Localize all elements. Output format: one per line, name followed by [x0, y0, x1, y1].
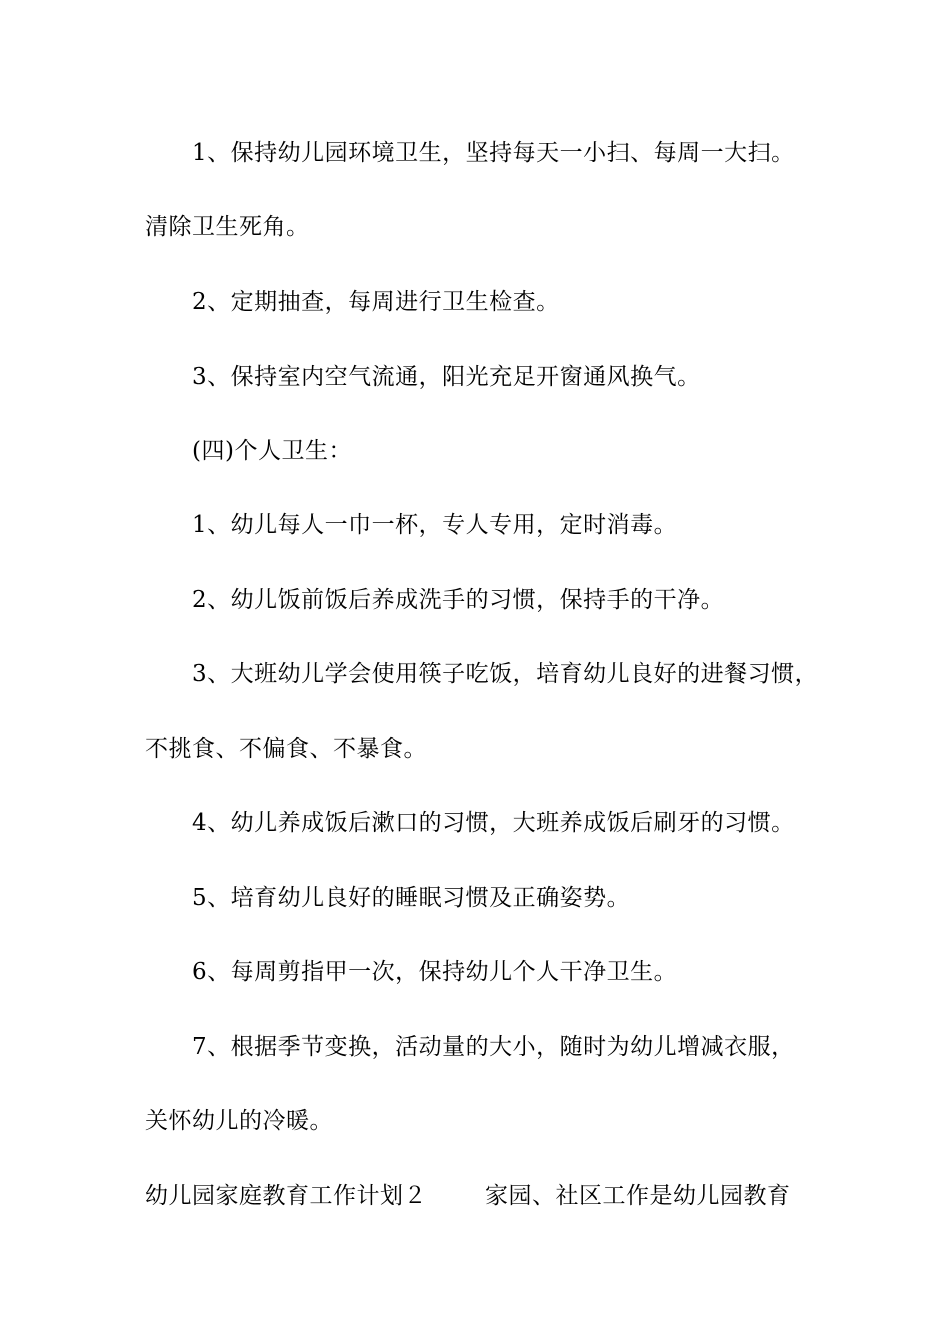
paragraph-line: 2、定期抽查，每周进行卫生检查。: [192, 289, 560, 315]
section-intro-text: 家园、社区工作是幼儿园教育: [485, 1183, 791, 1209]
section-title: 幼儿园家庭教育工作计划２: [145, 1183, 427, 1209]
paragraph-line: 5、培育幼儿良好的睡眠习惯及正确姿势。: [192, 885, 631, 911]
paragraph-line: 4、幼儿养成饭后漱口的习惯，大班养成饭后刷牙的习惯。: [192, 810, 795, 836]
paragraph-line: 3、保持室内空气流通，阳光充足开窗通风换气。: [192, 364, 701, 390]
section-heading-line: [145, 1181, 845, 1211]
paragraph-line: 7、根据季节变换，活动量的大小，随时为幼儿增减衣服，: [192, 1034, 795, 1060]
paragraph-line: 1、保持幼儿园环境卫生，坚持每天一小扫、每周一大扫。: [192, 140, 795, 166]
paragraph-line: 2、幼儿饭前饭后养成洗手的习惯，保持手的干净。: [192, 587, 725, 613]
section-subheading: (四)个人卫生：: [192, 438, 352, 464]
paragraph-line: 清除卫生死角。: [145, 214, 310, 240]
paragraph-line: 关怀幼儿的冷暖。: [145, 1108, 333, 1134]
paragraph-line: 3、大班幼儿学会使用筷子吃饭，培育幼儿良好的进餐习惯，: [192, 661, 819, 687]
paragraph-line: 1、幼儿每人一巾一杯，专人专用，定时消毒。: [192, 512, 678, 538]
paragraph-line: 不挑食、不偏食、不暴食。: [145, 736, 427, 762]
paragraph-line: 6、每周剪指甲一次，保持幼儿个人干净卫生。: [192, 959, 678, 985]
